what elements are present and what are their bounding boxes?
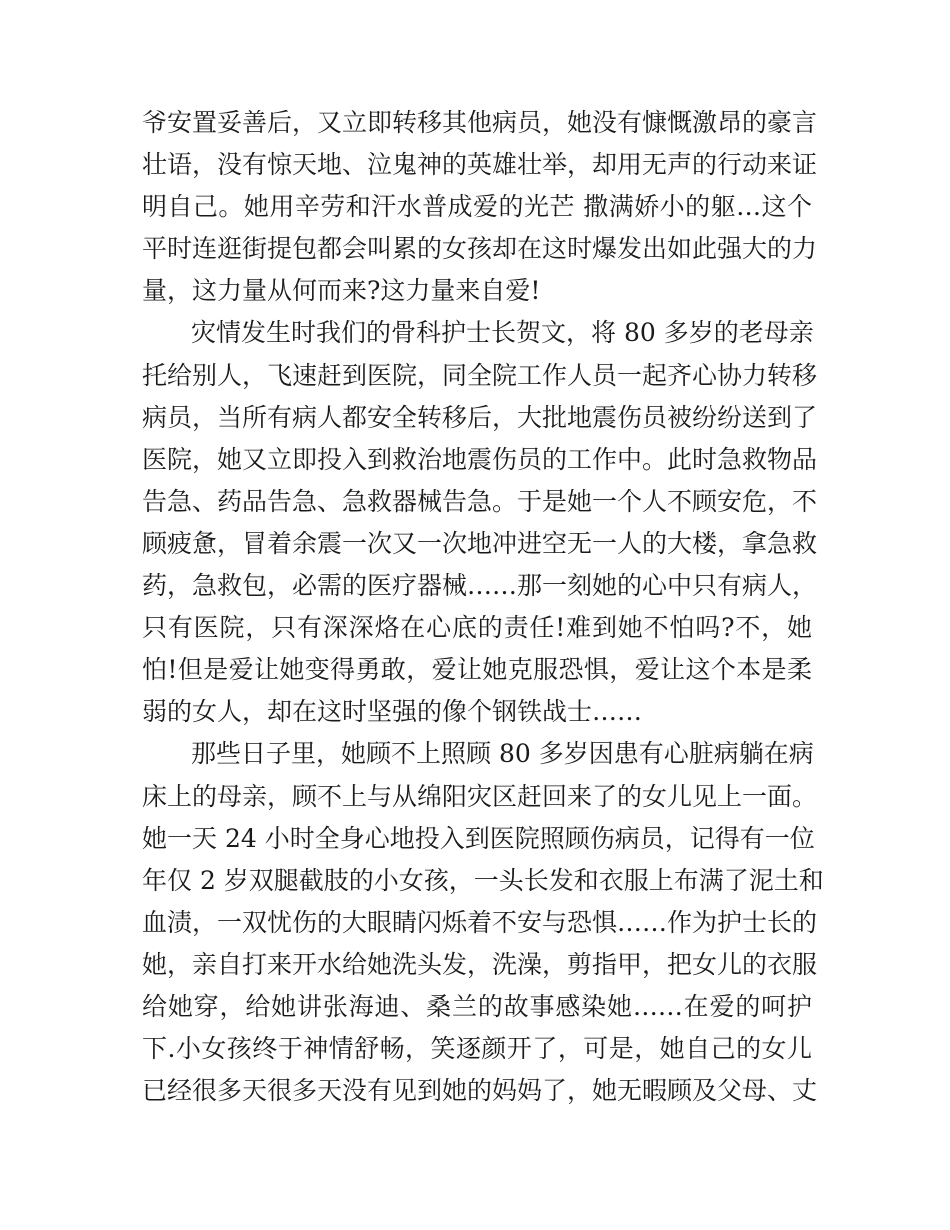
text-line: 告急、药品告急、急救器械告急。于是她一个人不顾安危，不 — [142, 486, 818, 516]
text-line: 壮语，没有惊天地、泣鬼神的英雄壮举，却用无声的行动来证 — [142, 150, 818, 180]
text-line: 她一天 24 小时全身心地投入到医院照顾伤病员，记得有一位 — [142, 823, 815, 853]
text-line: 弱的女人，却在这时坚强的像个钢铁战士…… — [142, 697, 643, 727]
text-line: 量，这力量从何而来?这力量来自爱! — [142, 276, 541, 306]
text-line: 下.小女孩终于神情舒畅，笑逐颜开了，可是，她自己的女儿 — [142, 1034, 812, 1064]
text-line: 已经很多天很多天没有见到她的妈妈了，她无暇顾及父母、丈 — [142, 1076, 818, 1106]
text-line: 床上的母亲，顾不上与从绵阳灾区赶回来了的女儿见上一面。 — [142, 781, 818, 811]
text-line: 病员，当所有病人都安全转移后，大批地震伤员被纷纷送到了 — [142, 402, 818, 432]
text-line: 明自己。她用辛劳和汗水普成爱的光芒 撒满娇小的躯…这个 — [142, 192, 812, 222]
text-line: 托给别人，飞速赶到医院，同全院工作人员一起齐心协力转移 — [142, 360, 818, 390]
text-line: 顾疲惫，冒着余震一次又一次地冲进空无一人的大楼，拿急救 — [142, 528, 818, 558]
text-line: 给她穿，给她讲张海迪、桑兰的故事感染她……在爱的呵护 — [142, 991, 812, 1021]
document-body — [142, 102, 824, 1112]
text-line: 血渍，一双忧伤的大眼睛闪烁着不安与恐惧……作为护士长的 — [142, 907, 818, 937]
text-line: 她，亲自打来开水给她洗头发，洗澡，剪指甲，把女儿的衣服 — [142, 949, 818, 979]
text-line: 年仅 2 岁双腿截肢的小女孩，一头长发和衣服上布满了泥土和 — [142, 865, 824, 895]
paragraph-first-line: 那些日子里，她顾不上照顾 80 多岁因患有心脏病躺在病 — [191, 739, 814, 769]
text-line: 平时连逛街提包都会叫累的女孩却在这时爆发出如此强大的力 — [142, 234, 818, 264]
text-line: 怕!但是爱让她变得勇敢，爱让她克服恐惧，爱让这个本是柔 — [142, 655, 812, 685]
paragraph-first-line: 灾情发生时我们的骨科护士长贺文，将 80 多岁的老母亲 — [191, 318, 814, 348]
text-line: 只有医院，只有深深烙在心底的责任!难到她不怕吗?不，她 — [142, 613, 812, 643]
text-line: 爷安置妥善后，又立即转移其他病员，她没有慷慨激昂的豪言 — [142, 108, 818, 137]
text-line: 医院，她又立即投入到救治地震伤员的工作中。此时急救物品 — [142, 444, 818, 474]
text-line: 药，急救包，必需的医疗器械……那一刻她的心中只有病人， — [142, 571, 818, 601]
